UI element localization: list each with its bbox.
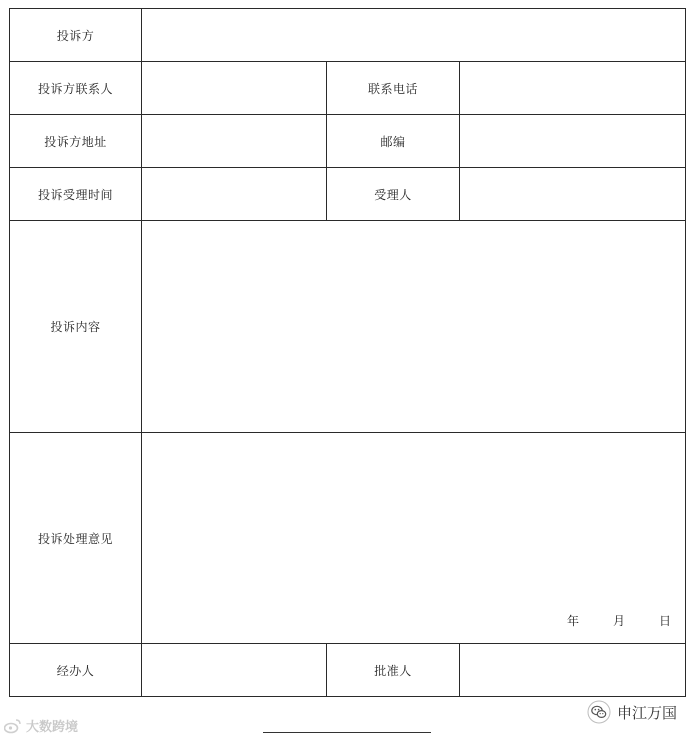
approver-label: 批准人 — [327, 644, 460, 697]
address-label: 投诉方地址 — [10, 115, 142, 168]
wechat-icon — [587, 700, 611, 724]
watermark-right — [587, 700, 677, 724]
content-field[interactable] — [142, 221, 686, 433]
complainant-field[interactable] — [142, 9, 686, 62]
watermark-left — [4, 716, 78, 735]
date-day: 日 — [659, 614, 672, 628]
handler-field[interactable] — [142, 644, 327, 697]
postcode-field[interactable] — [460, 115, 686, 168]
contact-person-label: 投诉方联系人 — [10, 62, 142, 115]
row-handling-opinion — [10, 433, 686, 644]
handling-opinion-field[interactable] — [142, 433, 686, 644]
watermark-right-text: 申江万国 — [616, 703, 677, 722]
watermark-left-text: 大数跨境 — [26, 720, 79, 735]
row-address — [10, 115, 686, 168]
acceptor-field[interactable] — [460, 168, 686, 221]
complainant-label: 投诉方 — [10, 9, 142, 62]
row-content — [10, 221, 686, 433]
row-complainant — [10, 9, 686, 62]
weibo-icon — [4, 718, 22, 734]
content-label: 投诉内容 — [10, 221, 142, 433]
postcode-label: 邮编 — [327, 115, 460, 168]
acceptor-label: 受理人 — [327, 168, 460, 221]
handling-opinion-label: 投诉处理意见 — [10, 433, 142, 644]
complaint-form-table — [9, 8, 686, 697]
date-line — [567, 612, 671, 629]
address-field[interactable] — [142, 115, 327, 168]
row-acceptance — [10, 168, 686, 221]
contact-person-field[interactable] — [142, 62, 327, 115]
handler-label: 经办人 — [10, 644, 142, 697]
date-month: 月 — [612, 614, 625, 628]
date-year: 年 — [566, 614, 579, 628]
row-signatures — [10, 644, 686, 697]
row-contact — [10, 62, 686, 115]
accept-time-field[interactable] — [142, 168, 327, 221]
phone-label: 联系电话 — [327, 62, 460, 115]
accept-time-label: 投诉受理时间 — [10, 168, 142, 221]
bottom-divider — [263, 732, 431, 733]
phone-field[interactable] — [460, 62, 686, 115]
approver-field[interactable] — [460, 644, 686, 697]
